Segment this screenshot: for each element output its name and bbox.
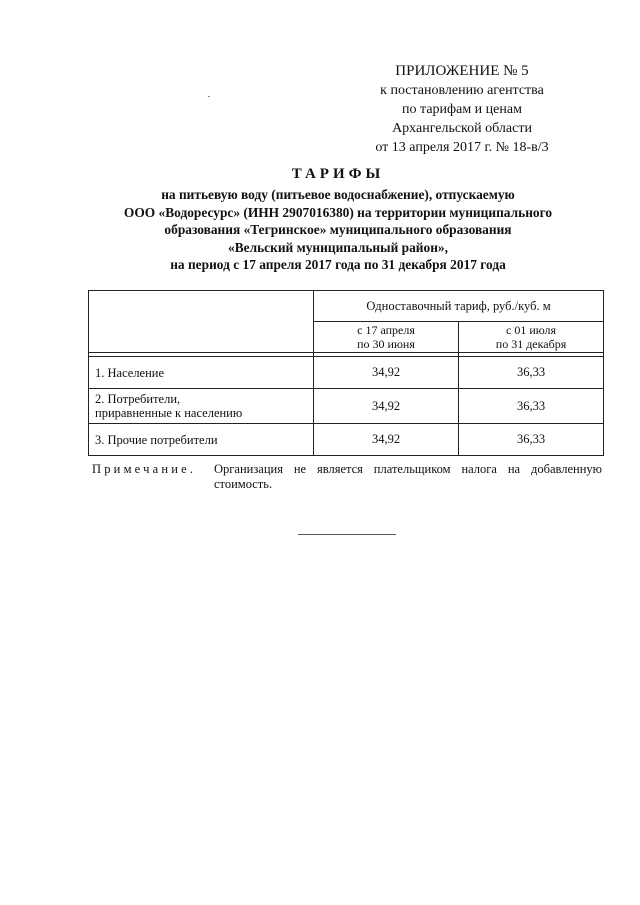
- subtitle-line: «Вельский муниципальный район»,: [228, 239, 448, 255]
- subtitle-line: образования «Тегринское» муниципального образования: [164, 222, 512, 237]
- table-row: [89, 424, 604, 456]
- appendix-number: ПРИЛОЖЕНИЕ № 5: [395, 63, 529, 79]
- row-label: [89, 424, 314, 456]
- closing-rule: [298, 534, 396, 535]
- period-2-end: по 31 декабря: [495, 337, 567, 351]
- appendix-line-2: к постановлению агентства: [380, 83, 544, 98]
- note-text: Организация не является плательщиком налога на добавленную стоимость.: [214, 462, 602, 491]
- table-row: [89, 389, 604, 424]
- appendix-date: от 13 апреля 2017 г. № 18-в/3: [375, 140, 549, 155]
- row-label-line: 2. Потребители,: [95, 392, 181, 406]
- row-label: [89, 389, 314, 424]
- document-title: ТАРИФЫ: [291, 166, 385, 182]
- table-header-row: [89, 291, 604, 322]
- row-label-line: 3. Прочие потребители: [95, 432, 218, 447]
- period-1-start: с 17 апреля: [357, 323, 415, 337]
- period-2-start: с 01 июля: [506, 323, 556, 337]
- row-value: 34,92: [314, 389, 459, 424]
- row-value: 36,33: [459, 389, 604, 424]
- period-header-1: [314, 322, 459, 353]
- row-value: 36,33: [459, 357, 604, 389]
- period-header-2: [459, 322, 604, 353]
- row-value: 34,92: [314, 424, 459, 456]
- row-label: [89, 357, 314, 389]
- row-value: 36,33: [459, 424, 604, 456]
- document-subtitle: [40, 186, 636, 274]
- row-value: 34,92: [314, 357, 459, 389]
- row-label-line: приравненные к населению: [95, 406, 243, 420]
- tariff-table: [88, 290, 604, 456]
- appendix-line-4: Архангельской области: [392, 121, 532, 136]
- appendix-block: [342, 62, 582, 157]
- subtitle-line: на питьевую воду (питьевое водоснабжение), отпускаемую: [161, 187, 515, 202]
- row-label-line: 1. Население: [95, 365, 165, 380]
- subtitle-line: ООО «Водоресурс» (ИНН 2907016380) на территории муниципального: [123, 204, 553, 220]
- appendix-line-3: по тарифам и ценам: [402, 102, 522, 117]
- scan-speck: [208, 96, 210, 97]
- empty-header-cell: [89, 291, 314, 353]
- table-row: [89, 357, 604, 389]
- tariff-header: Одноставочный тариф, руб./куб. м: [314, 291, 604, 322]
- subtitle-line: на период с 17 апреля 2017 года по 31 декабря 2017 года: [170, 257, 506, 272]
- period-1-end: по 30 июня: [357, 337, 415, 351]
- note-label: Примечание.: [92, 462, 197, 476]
